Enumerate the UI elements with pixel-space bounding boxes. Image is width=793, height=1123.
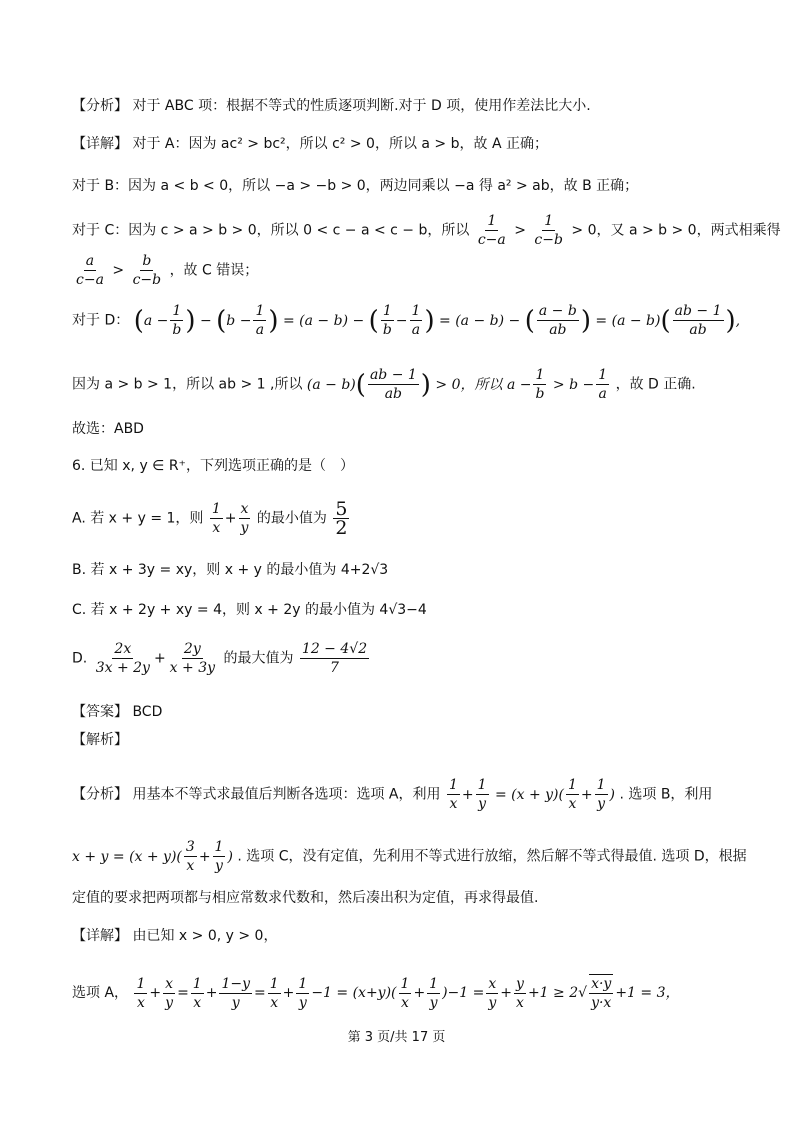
q6-option-a-solution [72, 974, 680, 1012]
q5-detail-d [72, 302, 740, 339]
option-d-suffix: 的最大值为 [223, 650, 294, 667]
d2-expression: (a − b)( $\frac{ab - 1}{ab}$ ) > 0，所以 a − $\frac{1}{b}$ > b − $\frac{1}{a}$ [306, 367, 608, 402]
page-footer: 第 3 页/共 17 页 [347, 1030, 446, 1045]
frac-1-over-c-minus-a: $\frac{1}{c-a}$ [477, 213, 506, 248]
q5-choice: 故选：ABD [72, 421, 144, 437]
option-a-prefix: A. 若 x + y = 1，则 [72, 510, 204, 527]
analysis-1a: 用基本不等式求最值后判断各选项：选项 A，利用 [132, 786, 441, 803]
detail-tag: 【详解】 [72, 136, 128, 152]
option-a-solution-label: 选项 A， [72, 985, 129, 1001]
d-expression: (a − $\frac{1}{b}$ ) − (b − $\frac{1}{a}$ ) = (a − b) − ( $\frac{1}{b}$ − $\frac{1}{a}$ ) = (a − b) − ( $\frac{a - b}{ab}$ ) = (a − b)( $\frac{ab - 1}{ab}$ ), [133, 303, 741, 338]
frac-max-value: $\frac{12 - 4√2}{7}$ [301, 641, 368, 676]
frac-x-over-y: $\frac{x}{y}$ [240, 501, 249, 536]
frac-2x-over-3x-2y: $\frac{2x}{3x + 2y}$ [95, 641, 150, 676]
detail-tag-2: 【详解】 [72, 928, 128, 944]
q5-detail-d2 [72, 366, 696, 403]
q6-option-d: D. $\frac{2x}{3x + 2y}$ + $\frac{2y}{x + 3y}$ 的最大值为 $\frac{12 - 4√2}{7}$ [72, 641, 368, 676]
q5-detail-b: 对于 B：因为 a < b < 0，所以 −a > −b > 0，两边同乘以 −a 得 a² > ab，故 B 正确； [72, 178, 639, 194]
answer-text: BCD [132, 704, 163, 720]
answer-tag: 【答案】 [72, 704, 128, 720]
q6-analysis-2 [72, 838, 747, 875]
q6-option-c: C. 若 x + 2y + xy = 4，则 x + 2y 的最小值为 4√3−4 [72, 602, 427, 618]
q6-option-a: A. 若 x + y = 1，则 $\frac{1}{x}$ + $\frac{x}{y}$ 的最小值为 $\frac{5}{2}$ [72, 498, 348, 539]
frac-1-over-c-minus-b: $\frac{1}{c-b}$ [534, 213, 563, 248]
detail-d2-prefix: 因为 a > b > 1，所以 ab > 1 ,所以 [72, 376, 303, 393]
q6-detail-1 [72, 926, 277, 946]
q6-option-b: B. 若 x + 3y = xy，则 x + y 的最小值为 4+2√3 [72, 562, 389, 578]
q6-jiexi-tag: 【解析】 [72, 732, 128, 748]
option-a-suffix: 的最小值为 [256, 510, 327, 527]
analysis-tag: 【分析】 [72, 98, 128, 114]
detail-c-prefix: 对于 C：因为 c > a > b > 0，所以 0 < c − a < c − b，所以 [72, 222, 470, 239]
option-a-solution-formula: $\frac{1}{x}$ + $\frac{x}{y}$ = $\frac{1}{x}$ + $\frac{1-y}{y}$ = $\frac{1}{x}$ + $\frac{1}{y}$ −1 = (x+y)( $\frac{1}{x}$ + $\frac{1}{y}$ )−1 = $\frac{x}{y}$ + $\frac{y}{x}$ +1 ≥ 2√ $\frac{x\cdot y}{y\cdot x}$ +1 = 3， [136, 975, 680, 1011]
q6-stem: 6. 已知 x, y ∈ R⁺，下列选项正确的是（ ） [72, 458, 354, 474]
frac-5-over-2: $\frac{5}{2}$ [335, 498, 348, 539]
analysis-2b: . 选项 C，没有定值，先利用不等式进行放缩，然后解不等式得最值. 选项 D，根据 [237, 848, 747, 865]
q5-analysis [72, 96, 591, 116]
frac-2y-over-x-3y: $\frac{2y}{x + 3y}$ [169, 641, 216, 676]
q6-answer [72, 702, 162, 722]
q5-detail-a [72, 134, 548, 154]
analysis-text: 对于 ABC 项：根据不等式的性质逐项判断.对于 D 项，使用作差法比大小. [132, 98, 591, 114]
detail-c-end: ，故 C 错误； [169, 262, 259, 279]
frac-a-over-c-minus-a: $\frac{a}{c-a}$ [76, 253, 104, 288]
analysis-1b: . 选项 B，利用 [619, 786, 713, 803]
option-d-prefix: D. [72, 650, 88, 667]
analysis-tag-2: 【分析】 [72, 786, 128, 803]
frac-1-over-x: $\frac{1}{x}$ [211, 501, 221, 536]
q5-detail-c: 对于 C：因为 c > a > b > 0，所以 0 < c − a < c − b，所以 $\frac{1}{c-a}$ > $\frac{1}{c-b}$ > 0，又 a > b > 0，两式相乘得 [72, 213, 781, 248]
q6-analysis-1 [72, 776, 712, 813]
q5-detail-c2: $\frac{a}{c-a}$ > $\frac{b}{c-b}$ ，故 C 错误； [76, 253, 259, 288]
detail-d-prefix: 对于 D： [72, 312, 130, 329]
analysis-2-formula: x + y = (x + y)( $\frac{3}{x}$ + $\frac{1}{y}$ ) [72, 839, 238, 874]
q6-analysis-3: 定值的要求把两项都与相应常数求代数和，然后凑出积为定值，再求得最值. [72, 890, 539, 906]
analysis-1-formula: $\frac{1}{x}$ + $\frac{1}{y}$ = (x + y)( $\frac{1}{x}$ + $\frac{1}{y}$ ) [448, 777, 620, 812]
frac-b-over-c-minus-b: $\frac{b}{c-b}$ [132, 253, 162, 288]
detail-c-suffix: > 0，又 a > b > 0，两式相乘得 [571, 222, 781, 239]
detail-a-text: 对于 A：因为 ac² > bc²，所以 c² > 0，所以 a > b，故 A 正确； [132, 136, 548, 152]
detail-1-text: 由已知 x > 0, y > 0， [132, 928, 278, 944]
detail-d2-suffix: ，故 D 正确. [615, 376, 696, 393]
